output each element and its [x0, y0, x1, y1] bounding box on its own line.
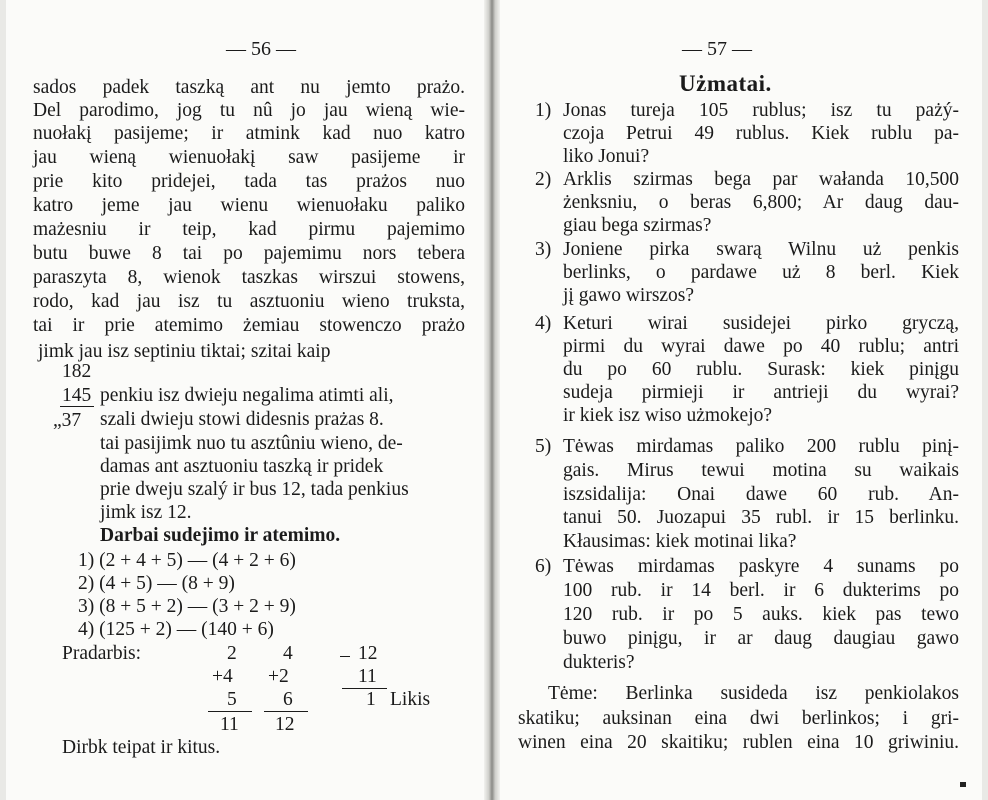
example-subtrahend: 145 — [62, 385, 92, 406]
note-line: winen eina 20 skaitiku; rublen eina 10 griwiniu. — [518, 732, 959, 753]
worked-col2-rule — [264, 711, 308, 712]
worked-col1-a: 2 — [227, 643, 237, 664]
example-note-line: szali dwieju stowi didesnis prażas 8. — [100, 409, 384, 430]
paragraph-line: jimk jau isz septiniu tiktai; szitai kaip — [38, 341, 331, 362]
problem-line: 100 rub. ir 14 berl. ir 6 dukterims po — [563, 580, 959, 601]
paragraph-line: prie kito pridejei, tada tas prażos nuo — [33, 171, 465, 192]
worked-col1-rule — [208, 711, 252, 712]
paragraph-line: mażesniu ir teip, kad pirmu pajemimo — [33, 219, 465, 240]
note-line: skatiku; auksinan eina dwi berlinkos; i gri- — [518, 708, 959, 729]
example-note-line: damas ant asztuoniu taszką ir pridek — [100, 456, 384, 477]
problem-line: Arklis szirmas bega par wałanda 10,500 — [563, 169, 959, 190]
problem-line: dukteris? — [563, 652, 635, 673]
worked-col3-diff: 1 — [366, 689, 376, 710]
exercises-heading: Darbai sudejimo ir atemimo. — [100, 525, 341, 546]
left-page-edge — [0, 0, 6, 800]
ink-speck — [960, 782, 966, 787]
worked-col3-b: 11 — [358, 666, 377, 687]
book-gutter — [484, 0, 500, 800]
problem-line: buwo pinįgu, ir ar daug daugiau gawo — [563, 628, 959, 649]
exercise-item: 4) (125 + 2) — (140 + 6) — [78, 619, 274, 640]
problem-line: Keturi wirai susidejei pirko gryczą, — [563, 313, 959, 334]
problem-line: liko Jonui? — [563, 146, 650, 167]
problem-line: du po 60 rublu. Surask: kiek pinįgu — [563, 359, 959, 380]
worked-col3-a: 12 — [358, 643, 378, 664]
problem-number: 6) — [535, 556, 552, 577]
paragraph-line: butu buwe 8 tai po pajemimu nors tebera — [33, 243, 465, 264]
paragraph-line: katro jeme jau wienu wienuołaku paliko — [33, 195, 465, 216]
problem-line: Tėwas mirdamas paskyre 4 sunams po — [563, 556, 959, 577]
paragraph-line: paraszyta 8, wienok taszkas wirszui stowens, — [33, 267, 465, 288]
worked-col1-sum: 11 — [220, 714, 239, 735]
worked-col2-b: +2 — [268, 666, 289, 687]
worked-label: Pradarbis: — [62, 643, 142, 664]
problem-line: tanui 50. Juozapui 35 rubl. ir 15 berlinku. — [563, 507, 959, 528]
exercise-item: 3) (8 + 5 + 2) — (3 + 2 + 9) — [78, 596, 296, 617]
problem-number: 1) — [535, 100, 552, 121]
problem-number: 2) — [535, 169, 552, 190]
example-minuend: 182 — [62, 361, 92, 382]
problem-line: pirmi du wyrai dawe po 40 rublu; antri — [563, 336, 959, 357]
example-rule — [60, 406, 94, 407]
note-line: Tėme: Berlinka susideda isz penkiolakos — [548, 683, 959, 704]
paragraph-line: sados padek taszką ant nu jemto prażo. — [33, 77, 465, 98]
example-note-line: tai pasijimk nuo tu asztûniu wieno, de- — [100, 433, 403, 454]
problem-line: 120 rub. ir po 5 auks. kiek pas tewo — [563, 604, 959, 625]
worked-col1-b: +4 — [212, 666, 233, 687]
paragraph-line: jau wieną wienuołakį saw pasijeme ir — [33, 147, 465, 168]
problem-line: iszsidalija: Onai dawe 60 rub. An- — [563, 484, 959, 505]
worked-minus-sign — [340, 656, 350, 657]
example-note-line: jimk isz 12. — [100, 502, 192, 523]
section-title: Użmatai. — [679, 71, 772, 96]
right-page-number: — 57 — — [682, 38, 752, 60]
paragraph-line: tai ir prie atemimo żemiau stowenczo prażo — [33, 315, 465, 336]
paragraph-line: Del parodimo, jog tu nû jo jau wieną wie- — [33, 100, 465, 121]
problem-line: sudeja pirmieji ir antrieji du wyrai? — [563, 382, 959, 403]
worked-likis: Likis — [390, 689, 431, 710]
exercise-item: 2) (4 + 5) — (8 + 9) — [78, 573, 235, 594]
problem-number: 4) — [535, 313, 552, 334]
problem-line: jį gawo wirszos? — [563, 285, 695, 306]
paragraph-line: rodo, kad jau isz tu asztuoniu wieno truksta, — [33, 291, 465, 312]
problem-line: Tėwas mirdamas paliko 200 rublu pinį- — [563, 436, 959, 457]
paragraph-line: nuołakį pasijeme; ir atmink kad nuo katro — [33, 123, 465, 144]
problem-line: gais. Mirus tewui motina su waikais — [563, 460, 959, 481]
right-page-edge — [982, 0, 988, 800]
left-page-number: — 56 — — [226, 38, 296, 60]
problem-line: berlinks, o pardawe uż 8 berl. Kiek — [563, 262, 959, 283]
worked-col3-rule — [342, 688, 387, 689]
example-note-line: penkiu isz dwieju negalima atimti ali, — [100, 385, 394, 406]
closing-line: Dirbk teipat ir kitus. — [62, 737, 221, 758]
problem-number: 5) — [535, 436, 552, 457]
problem-line: Kłausimas: kiek motinai lika? — [563, 531, 797, 552]
example-note-line: prie dweju szalý ir bus 12, tada penkius — [100, 479, 409, 500]
example-result: „37 — [53, 410, 82, 431]
worked-col2-sum: 12 — [275, 714, 295, 735]
problem-line: czoja Petrui 49 rublus. Kiek rublu pa- — [563, 123, 959, 144]
exercise-item: 1) (2 + 4 + 5) — (4 + 2 + 6) — [78, 550, 296, 571]
problem-line: Joniene pirka swarą Wilnu uż penkis — [563, 239, 959, 260]
problem-line: giau bega szirmas? — [563, 215, 712, 236]
problem-number: 3) — [535, 239, 552, 260]
problem-line: żenksniu, o beras 6,800; Ar daug dau- — [563, 192, 959, 213]
problem-line: Jonas tureja 105 rublus; isz tu pażý- — [563, 100, 959, 121]
worked-col1-c: 5 — [227, 689, 237, 710]
worked-col2-c: 6 — [283, 689, 293, 710]
worked-col2-a: 4 — [283, 643, 293, 664]
problem-line: ir kiek isz wiso użmokejo? — [563, 405, 773, 426]
